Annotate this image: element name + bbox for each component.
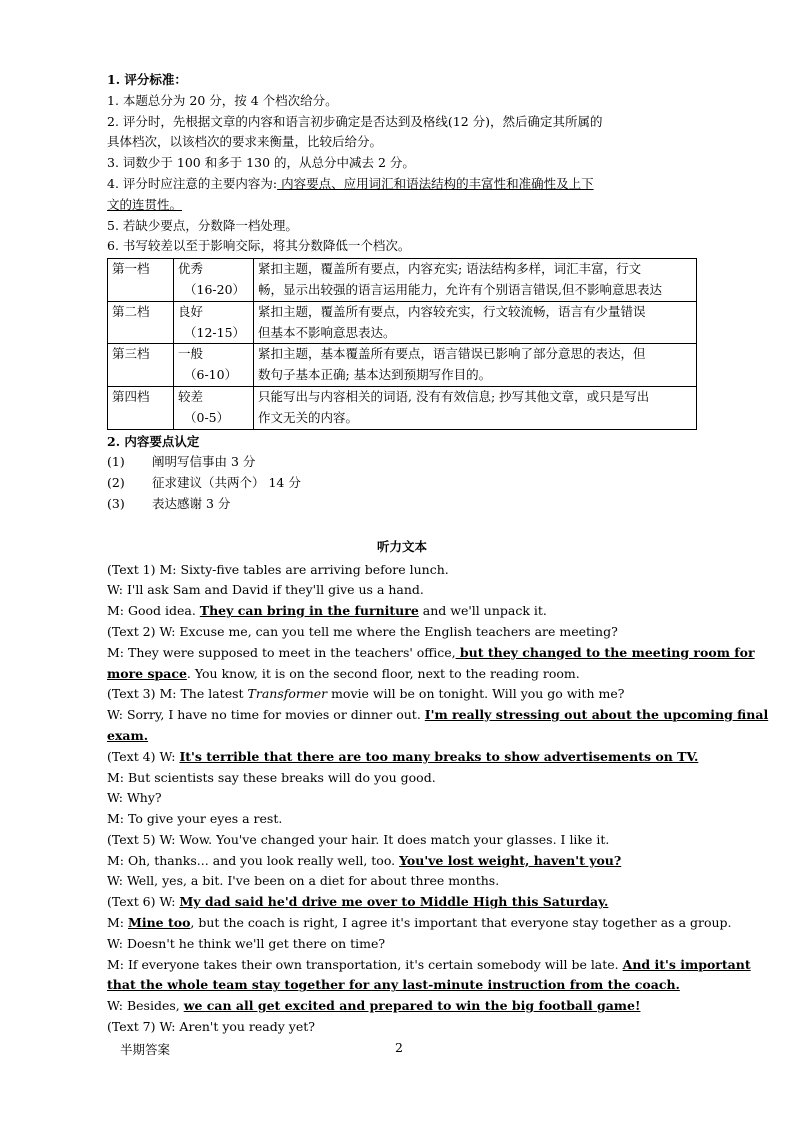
scoring-rule-2-cont: 具体档次，以该档次的要求来衡量，比较后给分。 <box>107 134 383 150</box>
transcript-text: (Text 4) W: <box>107 748 180 764</box>
key-answer: You've lost weight, haven't you? <box>399 852 622 868</box>
scoring-rule-6: 6. 书写较差以至于影响交际，将其分数降低一个档次。 <box>107 238 411 254</box>
transcript-text: M: If everyone takes their own transportation, it's certain somebody will be late. <box>107 956 623 972</box>
key-answer: It's terrible that there are too many breaks to show advertisements on TV. <box>179 748 699 764</box>
grade-row <box>108 344 697 387</box>
transcript-line <box>107 747 697 768</box>
transcript-text: M: <box>107 915 128 931</box>
rule4-underlined: 内容要点、应用词汇和语法结构的丰富性和准确性及上下 <box>277 175 594 191</box>
grade-desc-line: 紧扣主题，覆盖所有要点，内容较充实，行文较流畅，语言有少量错误 <box>258 303 646 319</box>
content-point-number: (2) <box>107 475 125 491</box>
scoring-rule-1: 1. 本题总分为 20 分，按 4 个档次给分。 <box>107 92 338 108</box>
transcript-line <box>107 705 769 726</box>
scoring-rule-2: 2. 评分时，先根据文章的内容和语言初步确定是否达到及格线(12 分)，然后确定其所属的 <box>107 113 603 129</box>
grade-quality <box>174 386 254 429</box>
grade-desc-line: 畅，显示出较强的语言运用能力，允许有个别语言错误,但不影响意思表达 <box>258 281 662 297</box>
transcript-line: (Text 5) W: Wow. You've changed your hair. It does match your glasses. I like it. <box>107 831 610 847</box>
grade-level: 第一档 <box>108 259 174 302</box>
key-answer: we can all get excited and prepared to win the big football game! <box>183 998 641 1014</box>
transcript-text: M: Good idea. <box>107 603 200 619</box>
grade-desc-line: 紧扣主题，基本覆盖所有要点，语言错误已影响了部分意思的表达，但 <box>258 346 646 362</box>
grade-range: （0-5） <box>184 409 230 425</box>
transcript-line <box>107 851 697 872</box>
transcript-line: (Text 2) W: Excuse me, can you tell me where the English teachers are meeting? <box>107 623 618 639</box>
transcript-line <box>107 664 697 685</box>
scoring-rule-3: 3. 词数少于 100 和多于 130 的，从总分中减去 2 分。 <box>107 155 415 171</box>
transcript-line <box>107 955 751 976</box>
transcript-line <box>107 913 732 934</box>
content-point-text: 征求建议（共两个） 14 分 <box>152 475 301 491</box>
transcript-line <box>107 975 697 996</box>
grade-quality <box>174 259 254 302</box>
grade-desc-line: 但基本不影响意思表达。 <box>258 324 396 340</box>
key-answer: My dad said he'd drive me over to Middle High this Saturday. <box>179 894 609 910</box>
transcript-line: W: Why? <box>107 790 162 806</box>
transcript-line <box>107 684 697 705</box>
grade-desc-line: 只能写出与内容相关的词语, 没有有效信息; 抄写其他文章，或只是写出 <box>258 388 650 404</box>
key-answer: but they changed to the meeting room for <box>455 644 755 660</box>
transcript-text: (Text 6) W: <box>107 894 180 910</box>
content-point-text: 阐明写信事由 3 分 <box>152 454 256 470</box>
content-point <box>107 473 697 494</box>
transcript-text: W: Sorry, I have no time for movies or dinner out. <box>107 707 425 723</box>
page-footer <box>120 1040 680 1058</box>
transcript-line <box>107 726 697 747</box>
grade-quality-name: 较差 <box>178 388 204 404</box>
grade-level: 第四档 <box>108 386 174 429</box>
transcript-line <box>107 996 697 1017</box>
transcript-line <box>107 643 755 664</box>
content-points-heading: 2. 内容要点认定 <box>107 433 200 449</box>
key-answer: Mine too <box>127 915 191 931</box>
transcript-text: W: Besides, <box>107 998 184 1014</box>
transcript-text: M: Oh, thanks... and you look really well, too. <box>107 852 400 868</box>
key-answer: They can bring in the furniture <box>199 603 419 619</box>
grade-quality <box>174 344 254 387</box>
grade-quality <box>174 301 254 344</box>
transcript-line: M: But scientists say these breaks will do you good. <box>107 769 436 785</box>
transcript-line: (Text 7) W: Aren't you ready yet? <box>107 1019 315 1035</box>
grade-row <box>108 259 697 302</box>
movie-title: Transformer <box>247 686 328 702</box>
grade-description <box>254 344 697 387</box>
grade-row <box>108 386 697 429</box>
grade-quality-name: 一般 <box>178 346 204 362</box>
grade-desc-line: 作文无关的内容。 <box>258 409 359 425</box>
grade-row <box>108 301 697 344</box>
grade-range: （6-10） <box>184 367 238 383</box>
transcript-line: (Text 1) M: Sixty-five tables are arriving before lunch. <box>107 561 449 577</box>
transcript-text: . You know, it is on the second floor, next to the reading room. <box>186 665 580 681</box>
key-answer: exam. <box>107 727 149 743</box>
document-page <box>107 70 769 1038</box>
grade-quality-name: 优秀 <box>178 261 204 277</box>
content-point-text: 表达感谢 3 分 <box>152 495 231 511</box>
grade-level: 第三档 <box>108 344 174 387</box>
transcript-line <box>107 601 697 622</box>
scoring-rule-4-cont <box>107 195 697 216</box>
content-point-number: (3) <box>107 495 125 511</box>
transcript-line: M: To give your eyes a rest. <box>107 811 283 827</box>
grade-range: （16-20） <box>184 281 246 297</box>
grade-level: 第二档 <box>108 301 174 344</box>
key-answer: more space <box>107 665 187 681</box>
transcript-line <box>107 892 697 913</box>
transcript-line: W: I'll ask Sam and David if they'll give us a hand. <box>107 582 424 598</box>
transcript-text: and we'll unpack it. <box>418 603 547 619</box>
content-point <box>107 494 697 515</box>
content-point <box>107 452 697 473</box>
scoring-heading: 1. 评分标准： <box>107 72 187 87</box>
key-answer: And it's important <box>622 956 751 972</box>
grade-description <box>254 301 697 344</box>
key-answer: that the whole team stay together for any last-minute instruction from the coach. <box>107 977 680 993</box>
listening-title: 听力文本 <box>376 538 427 554</box>
transcript-line: W: Doesn't he think we'll get there on time? <box>107 935 386 951</box>
grade-desc-line: 数句子基本正确; 基本达到预期写作目的。 <box>258 367 492 383</box>
grade-description <box>254 259 697 302</box>
transcript-text: , but the coach is right, I agree it's important that everyone stay together as a group. <box>190 915 732 931</box>
transcript-line: W: Well, yes, a bit. I've been on a diet for about three months. <box>107 873 500 889</box>
footer-label: 半期答案 <box>120 1042 171 1057</box>
scoring-rule-5: 5. 若缺少要点，分数降一档处理。 <box>107 217 298 233</box>
transcript-text: (Text 3) M: The latest <box>107 686 248 702</box>
key-answer: I'm really stressing out about the upcoming final <box>424 707 769 723</box>
page-number: 2 <box>395 1040 403 1055</box>
grade-description <box>254 386 697 429</box>
grade-quality-name: 良好 <box>178 303 204 319</box>
grade-table <box>107 258 697 429</box>
transcript-text: movie will be on tonight. Will you go with me? <box>327 686 625 702</box>
rule4-prefix: 4. 评分时应注意的主要内容为: <box>107 175 278 191</box>
scoring-rule-4 <box>107 174 697 195</box>
transcript-text: M: They were supposed to meet in the teachers' office, <box>107 644 456 660</box>
rule4-cont: 文的连贯性。 <box>107 196 183 212</box>
grade-desc-line: 紧扣主题，覆盖所有要点，内容充实; 语法结构多样，词汇丰富，行文 <box>258 261 642 277</box>
content-point-number: (1) <box>107 454 125 470</box>
grade-range: （12-15） <box>184 324 246 340</box>
